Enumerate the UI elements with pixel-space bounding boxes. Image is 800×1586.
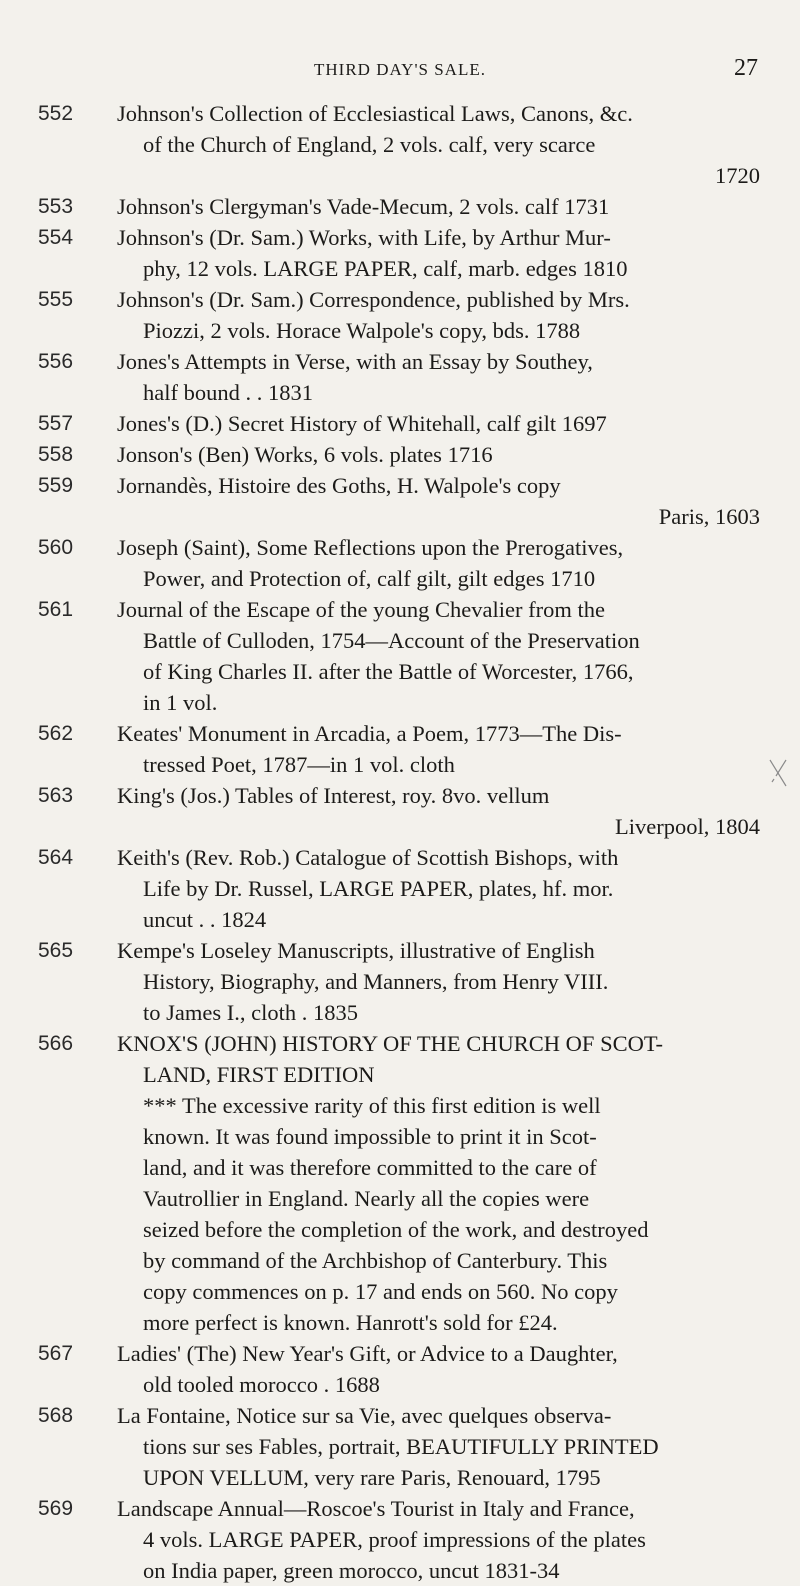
catalogue-entry — [38, 191, 760, 222]
entry-list — [38, 98, 760, 1586]
entry-line: on India paper, green morocco, uncut 1831-34 — [143, 1558, 560, 1583]
margin-cross-mark — [766, 756, 790, 790]
entry-line: 1720 — [715, 163, 760, 188]
entry-line: Power, and Protection of, calf gilt, gilt edges 1710 — [143, 566, 596, 591]
entry-line: Ladies' (The) New Year's Gift, or Advice to a Daughter, — [117, 1341, 618, 1366]
entry-line: Johnson's (Dr. Sam.) Correspondence, published by Mrs. — [117, 287, 630, 312]
catalogue-entry — [38, 780, 760, 842]
lot-number: 561 — [38, 598, 74, 621]
entry-line: Paris, 1603 — [658, 504, 760, 529]
entry-line: La Fontaine, Notice sur sa Vie, avec quelques observa- — [117, 1403, 612, 1428]
entry-line: half bound . . 1831 — [143, 380, 313, 405]
catalogue-entry — [38, 718, 760, 780]
entry-line: of the Church of England, 2 vols. calf, very scarce — [143, 132, 596, 157]
entry-line: LAND, FIRST EDITION — [143, 1062, 375, 1087]
catalogue-entry — [38, 1493, 760, 1586]
entry-line: to James I., cloth . 1835 — [143, 1000, 358, 1025]
entry-line: Johnson's Collection of Ecclesiastical Laws, Canons, &c. — [117, 101, 633, 126]
entry-line: tressed Poet, 1787—in 1 vol. cloth — [143, 752, 455, 777]
entry-line: History, Biography, and Manners, from Henry VIII. — [143, 969, 609, 994]
catalogue-entry — [38, 346, 760, 408]
entry-line: old tooled morocco . 1688 — [143, 1372, 380, 1397]
entry-line: Kempe's Loseley Manuscripts, illustrative of English — [117, 938, 595, 963]
lot-number: 556 — [38, 350, 74, 373]
lot-number: 568 — [38, 1404, 74, 1427]
catalogue-entry — [38, 1028, 760, 1338]
entry-line: Liverpool, 1804 — [615, 814, 760, 839]
entry-line: KNOX'S (JOHN) HISTORY OF THE CHURCH OF SCOT- — [117, 1031, 664, 1056]
lot-number: 558 — [38, 443, 74, 466]
entry-line: land, and it was therefore committed to the care of — [143, 1155, 597, 1180]
catalogue-entry — [38, 284, 760, 346]
entry-line: Keates' Monument in Arcadia, a Poem, 1773—The Dis- — [117, 721, 622, 746]
catalogue-entry — [38, 470, 760, 532]
lot-number: 562 — [38, 722, 74, 745]
entry-line: Piozzi, 2 vols. Horace Walpole's copy, bds. 1788 — [143, 318, 581, 343]
lot-number: 552 — [38, 102, 74, 125]
entry-line: known. It was found impossible to print it in Scot- — [143, 1124, 597, 1149]
entry-line: Jonson's (Ben) Works, 6 vols. plates 1716 — [117, 442, 493, 467]
lot-number: 567 — [38, 1342, 74, 1365]
entry-line: Landscape Annual—Roscoe's Tourist in Italy and France, — [117, 1496, 635, 1521]
entry-line: *** The excessive rarity of this first edition is well — [143, 1093, 601, 1118]
entry-line: King's (Jos.) Tables of Interest, roy. 8vo. vellum — [117, 783, 550, 808]
catalogue-entry — [38, 594, 760, 718]
catalogue-entry — [38, 439, 760, 470]
entry-line: seized before the completion of the work, and destroyed — [143, 1217, 649, 1242]
running-title: THIRD DAY'S SALE. — [314, 60, 486, 79]
entry-line: Journal of the Escape of the young Chevalier from the — [117, 597, 605, 622]
lot-number: 564 — [38, 846, 74, 869]
entry-line: by command of the Archbishop of Canterbury. This — [143, 1248, 608, 1273]
entry-line: of King Charles II. after the Battle of Worcester, 1766, — [143, 659, 634, 684]
entry-line: more perfect is known. Hanrott's sold for £24. — [143, 1310, 558, 1335]
lot-number: 553 — [38, 195, 74, 218]
lot-number: 563 — [38, 784, 74, 807]
entry-line: Jones's Attempts in Verse, with an Essay by Southey, — [117, 349, 593, 374]
lot-number: 566 — [38, 1032, 74, 1055]
lot-number: 560 — [38, 536, 74, 559]
lot-number: 565 — [38, 939, 74, 962]
entry-line: Battle of Culloden, 1754—Account of the Preservation — [143, 628, 640, 653]
lot-number: 569 — [38, 1497, 74, 1520]
entry-line: 4 vols. LARGE PAPER, proof impressions of the plates — [143, 1527, 646, 1552]
catalogue-entry — [38, 408, 760, 439]
entry-line: Life by Dr. Russel, LARGE PAPER, plates, hf. mor. — [143, 876, 614, 901]
lot-number: 555 — [38, 288, 74, 311]
catalogue-entry — [38, 935, 760, 1028]
catalogue-entry — [38, 532, 760, 594]
entry-line: phy, 12 vols. LARGE PAPER, calf, marb. edges 1810 — [143, 256, 628, 281]
entry-line: tions sur ses Fables, portrait, BEAUTIFULLY PRINTED — [143, 1434, 659, 1459]
page-number: 27 — [734, 55, 758, 81]
entry-line: Jones's (D.) Secret History of Whitehall, calf gilt 1697 — [117, 411, 607, 436]
catalogue-entry — [38, 842, 760, 935]
catalogue-entry — [38, 222, 760, 284]
catalogue-entry — [38, 1400, 760, 1493]
lot-number: 559 — [38, 474, 74, 497]
entry-line: Johnson's Clergyman's Vade-Mecum, 2 vols. calf 1731 — [117, 194, 610, 219]
entry-line: Joseph (Saint), Some Reflections upon the Prerogatives, — [117, 535, 624, 560]
lot-number: 554 — [38, 226, 74, 249]
entry-line: Vautrollier in England. Nearly all the copies were — [143, 1186, 590, 1211]
entry-line: Keith's (Rev. Rob.) Catalogue of Scottish Bishops, with — [117, 845, 619, 870]
entry-line: copy commences on p. 17 and ends on 560. No copy — [143, 1279, 618, 1304]
entry-line: UPON VELLUM, very rare Paris, Renouard, 1795 — [143, 1465, 601, 1490]
entry-line: Jornandès, Histoire des Goths, H. Walpole's copy — [117, 473, 561, 498]
entry-line: in 1 vol. — [143, 690, 218, 715]
catalogue-entry — [38, 98, 760, 191]
catalogue-entry — [38, 1338, 760, 1400]
lot-number: 557 — [38, 412, 74, 435]
entry-line: Johnson's (Dr. Sam.) Works, with Life, by Arthur Mur- — [117, 225, 611, 250]
entry-line: uncut . . 1824 — [143, 907, 267, 932]
